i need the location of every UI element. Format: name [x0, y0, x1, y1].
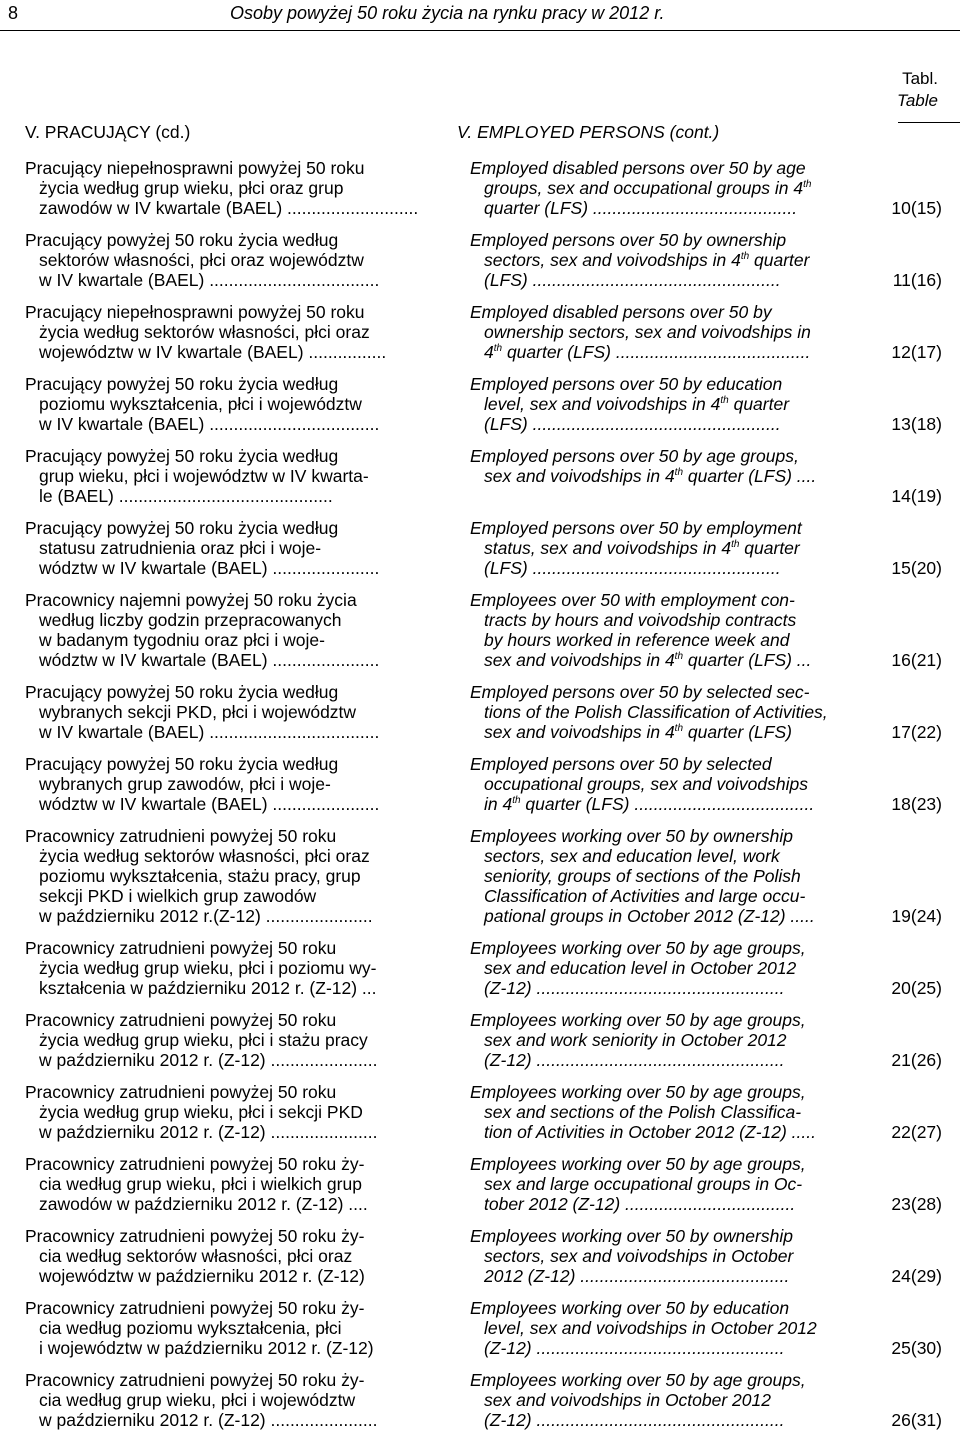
- entry-title-en: Employed persons over 50 by selected occupational groups, sex and voivodships in 4th quarter (LFS) .....................................: [470, 754, 815, 814]
- table-number: 16(21): [891, 650, 942, 670]
- table-number: 10(15): [891, 198, 942, 218]
- table-number: 20(25): [891, 978, 942, 998]
- table-number: 25(30): [891, 1338, 942, 1358]
- entry-title-en: Employees working over 50 by education level, sex and voivodships in October 2012 (Z-12) ...................................................: [470, 1298, 817, 1358]
- table-number: 22(27): [891, 1122, 942, 1142]
- entry-title-pl: Pracujący powyżej 50 roku życia według sektorów własności, płci oraz województw w IV kwartale (BAEL) ...................................: [25, 230, 380, 290]
- entry-title-en: Employees working over 50 by age groups, sex and sections of the Polish Classifica- tion of Activities in October 2012 (Z-12) .....: [470, 1082, 816, 1142]
- section-heading-en: V. EMPLOYED PERSONS (cont.): [457, 122, 720, 142]
- entry-title-en: Employees working over 50 by age groups, sex and education level in October 2012 (Z-12) ...................................................: [470, 938, 806, 998]
- entry-title-pl: Pracownicy zatrudnieni powyżej 50 roku ży- cia według sektorów własności, płci oraz województw w październiku 2012 r. (Z-12): [25, 1226, 365, 1286]
- running-title: Osoby powyżej 50 roku życia na rynku pracy w 2012 r.: [230, 3, 665, 23]
- entry-title-en: Employed persons over 50 by age groups, sex and voivodships in 4th quarter (LFS) ....: [470, 446, 817, 486]
- table-number: 24(29): [891, 1266, 942, 1286]
- entry-title-pl: Pracujący powyżej 50 roku życia według poziomu wykształcenia, płci i województw w IV kwartale (BAEL) ...................................: [25, 374, 380, 434]
- entry-title-pl: Pracownicy zatrudnieni powyżej 50 roku ży- cia według grup wieku, płci i województw w październiku 2012 r. (Z-12) ......................: [25, 1370, 378, 1430]
- entry-title-pl: Pracownicy zatrudnieni powyżej 50 roku życia według grup wieku, płci i stażu pracy w październiku 2012 r. (Z-12) ......................: [25, 1010, 378, 1070]
- entry-title-en: Employees working over 50 by age groups, sex and voivodships in October 2012 (Z-12) ...................................................: [470, 1370, 806, 1430]
- table-number: 15(20): [891, 558, 942, 578]
- entry-title-pl: Pracownicy najemni powyżej 50 roku życia według liczby godzin przepracowanych w badanym tygodniu oraz płci i woje- wództw w IV kwartale (BAEL) ......................: [25, 590, 380, 670]
- table-number: 11(16): [892, 270, 942, 290]
- table-number: 13(18): [891, 414, 942, 434]
- entry-title-en: Employed persons over 50 by ownership sectors, sex and voivodships in 4th quarter (LFS) ...................................................: [470, 230, 810, 290]
- table-number: 21(26): [891, 1050, 942, 1070]
- table-number: 12(17): [891, 342, 942, 362]
- table-number: 18(23): [891, 794, 942, 814]
- table-label-pl: Tabl.: [902, 69, 938, 88]
- table-number: 23(28): [891, 1194, 942, 1214]
- entry-title-en: Employees working over 50 by age groups, sex and large occupational groups in Oc- tober 2012 (Z-12) ...................................: [470, 1154, 806, 1214]
- table-number: 14(19): [891, 486, 942, 506]
- entry-title-en: Employed persons over 50 by selected sec- tions of the Polish Classification of Activities, sex and voivodships in 4th quarter (LFS): [470, 682, 828, 742]
- entry-title-pl: Pracujący niepełnosprawni powyżej 50 roku życia według sektorów własności, płci oraz województw w IV kwartale (BAEL) ................: [25, 302, 387, 362]
- entry-title-pl: Pracownicy zatrudnieni powyżej 50 roku życia według sektorów własności, płci oraz poziomu wykształcenia, stażu pracy, grup sekcji PKD i wielkich grup zawodów w październiku 2012 r.(Z-12) ......................: [25, 826, 373, 926]
- entry-title-pl: Pracujący powyżej 50 roku życia według statusu zatrudnienia oraz płci i woje- wództw w IV kwartale (BAEL) ......................: [25, 518, 380, 578]
- entry-title-en: Employees working over 50 by ownership sectors, sex and education level, work seniority, groups of sections of the Polish Classification of Activities and large occu- pational groups in October 2012 (Z-12) .....: [470, 826, 815, 926]
- entry-title-en: Employed disabled persons over 50 by ownership sectors, sex and voivodships in 4th quarter (LFS) ........................................: [470, 302, 811, 362]
- entry-title-en: Employees working over 50 by age groups, sex and work seniority in October 2012 (Z-12) ...................................................: [470, 1010, 806, 1070]
- table-label-en: Table: [897, 91, 938, 110]
- entry-title-pl: Pracownicy zatrudnieni powyżej 50 roku ży- cia według poziomu wykształcenia, płci i województw w październiku 2012 r. (Z-12): [25, 1298, 374, 1358]
- entry-title-pl: Pracujący niepełnosprawni powyżej 50 roku życia według grup wieku, płci oraz grup zawodów w IV kwartale (BAEL) ...........................: [25, 158, 419, 218]
- entry-title-pl: Pracujący powyżej 50 roku życia według grup wieku, płci i województw w IV kwarta- le (BAEL) ............................................: [25, 446, 369, 506]
- entry-title-en: Employed disabled persons over 50 by age groups, sex and occupational groups in 4th quarter (LFS) ..........................................: [470, 158, 812, 218]
- table-number: 19(24): [891, 906, 942, 926]
- entry-title-en: Employees working over 50 by ownership sectors, sex and voivodships in October 2012 (Z-12) ...........................................: [470, 1226, 794, 1286]
- section-heading-pl: V. PRACUJĄCY (cd.): [25, 122, 191, 142]
- entry-title-en: Employed persons over 50 by employment status, sex and voivodships in 4th quarter (LFS) ...................................................: [470, 518, 802, 578]
- entry-title-pl: Pracownicy zatrudnieni powyżej 50 roku życia według grup wieku, płci i sekcji PKD w październiku 2012 r. (Z-12) ......................: [25, 1082, 378, 1142]
- entry-title-pl: Pracownicy zatrudnieni powyżej 50 roku życia według grup wieku, płci i poziomu wy- kształcenia w październiku 2012 r. (Z-12) ...: [25, 938, 377, 998]
- entry-title-en: Employed persons over 50 by education level, sex and voivodships in 4th quarter (LFS) ...................................................: [470, 374, 790, 434]
- entry-title-pl: Pracujący powyżej 50 roku życia według wybranych grup zawodów, płci i woje- wództw w IV kwartale (BAEL) ......................: [25, 754, 380, 814]
- page-number: 8: [8, 3, 19, 23]
- entry-title-pl: Pracujący powyżej 50 roku życia według wybranych sekcji PKD, płci i województw w IV kwartale (BAEL) ...................................: [25, 682, 380, 742]
- table-number: 17(22): [891, 722, 942, 742]
- entry-title-en: Employees over 50 with employment con- tracts by hours and voivodship contracts by hours worked in reference week and sex and voivodships in 4th quarter (LFS) ...: [470, 590, 812, 670]
- entry-title-pl: Pracownicy zatrudnieni powyżej 50 roku ży- cia według grup wieku, płci i wielkich grup zawodów w październiku 2012 r. (Z-12) ....: [25, 1154, 368, 1214]
- table-number: 26(31): [891, 1410, 942, 1430]
